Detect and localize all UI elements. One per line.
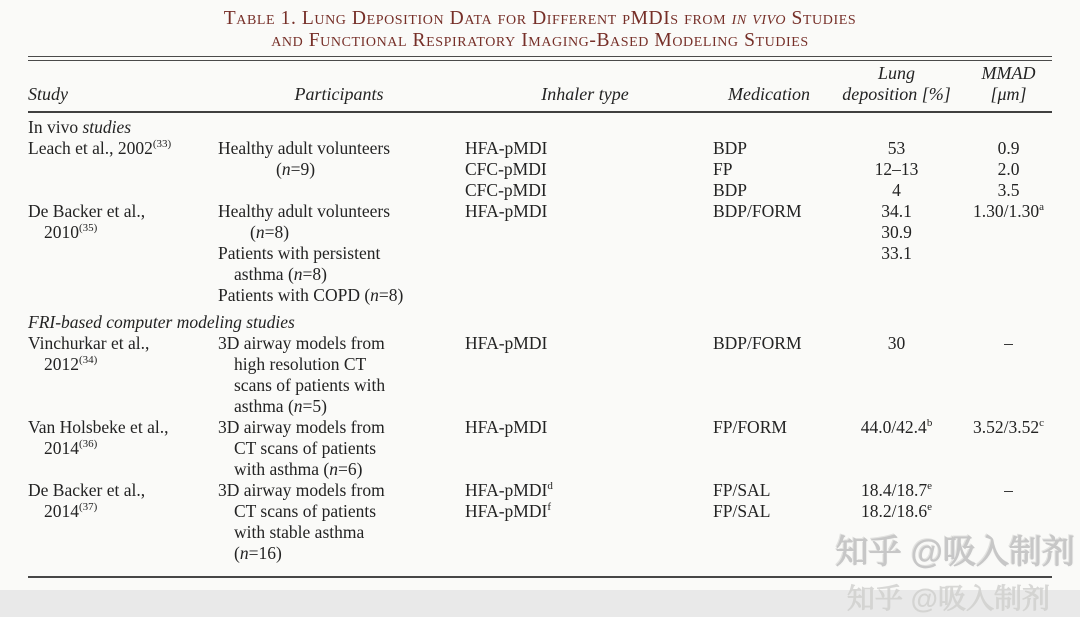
cell-participants: Healthy adult volunteers (n=8) Patients with persistent asthma (n=8) Patients with COPD (n=8) [218,201,404,305]
table-row-vanholsbeke-2014 [28,417,1052,480]
table-title-line2-text: and Functional Respiratory Imaging-Based Modeling Studies [271,30,809,51]
cell-study: De Backer et al., 2014$^{(37)}$ [28,480,146,521]
cell-medication: FP/FORM [713,417,787,437]
cell-lung-deposition: 34.1 30.9 33.1 [881,201,912,263]
cell-mmad: – [1004,480,1013,500]
column-header-medication: Medication [728,84,810,104]
column-header-mmad-line1: MMAD [981,63,1036,83]
cell-study: De Backer et al., 2010$^{(35)}$ [28,201,146,242]
cell-mmad: 3.52/3.52$^c$ [972,417,1044,437]
cell-participants: Healthy adult volunteers (n=9) [218,138,391,179]
table-row-vinchurkar-2012 [28,333,1052,417]
cell-participants: 3D airway models from CT scans of patients with asthma (n=6) [218,417,385,479]
table-row-debacker-2010 [28,201,1052,306]
table-title-line2 [0,30,1080,52]
cell-study: Vinchurkar et al., 2012$^{(34)}$ [28,333,150,374]
cell-study: Leach et al., 2002$^{(33)}$ [28,138,172,158]
cell-inhaler-type: HFA-pMDI [465,201,548,221]
cell-medication: BDP FP BDP [713,138,748,200]
column-header-lung-deposition-line1: Lung [877,63,915,83]
column-header-mmad [965,63,1052,105]
cell-participants: 3D airway models from high resolution CT scans of patients with asthma (n=5) [218,333,386,416]
column-header-inhaler-type: Inhaler type [541,84,629,104]
watermark-zhihu [836,526,1075,573]
cell-medication: FP/SAL FP/SAL [713,480,771,521]
cell-lung-deposition: 30 [887,333,906,353]
cell-lung-deposition: 18.4/18.7e 18.2/18.6e [860,480,932,521]
cell-lung-deposition: 53 12–13 4 [874,138,919,200]
cell-mmad: 1.30/1.30$^a$ [972,201,1044,221]
column-header-lung-deposition [828,63,965,105]
table-row-leach-2002 [28,138,1052,201]
top-double-rule [28,56,1052,61]
section-heading-in-vivo: In vivo studies [28,117,132,137]
table-body [28,117,1052,564]
cell-inhaler-type: HFA-pMDI [465,333,548,353]
cell-study: Van Holsbeke et al., 2014$^{(36)}$ [28,417,169,458]
cell-medication: BDP/FORM [713,201,802,221]
table-title-line1: Table 1. Lung Deposition Data for Different pMDIs from in vivo Studies [223,8,857,29]
cell-inhaler-type: HFA-pMDI$^d$ HFA-pMDI$^f$ [465,480,553,521]
cell-lung-deposition: 44.0/42.4$^b$ [860,417,933,437]
cell-participants: 3D airway models from CT scans of patients with stable asthma (n=16) [218,480,385,563]
cell-medication: BDP/FORM [713,333,802,353]
header-rule [28,111,1052,113]
column-header-participants: Participants [294,84,384,104]
cell-inhaler-type: HFA-pMDI [465,417,548,437]
watermark-partial-text: 知乎 @吸入制剂 [846,583,1050,614]
cell-mmad: – [1004,333,1013,353]
watermark-partial-cutoff [846,577,1050,614]
column-header-mmad-line2: [μm] [990,84,1027,104]
cell-inhaler-type: HFA-pMDI CFC-pMDI CFC-pMDI [465,138,548,200]
table-header-row [28,62,1052,108]
column-header-study: Study [28,84,68,104]
watermark-zhihu-text: 知乎 @吸入制剂 [835,533,1075,570]
section-heading-fri-modeling: FRI-based computer modeling studies [28,312,295,332]
column-header-lung-deposition-line2: deposition [%] [842,84,951,104]
table-title [0,8,1080,52]
cell-mmad: 0.9 2.0 3.5 [997,138,1020,200]
